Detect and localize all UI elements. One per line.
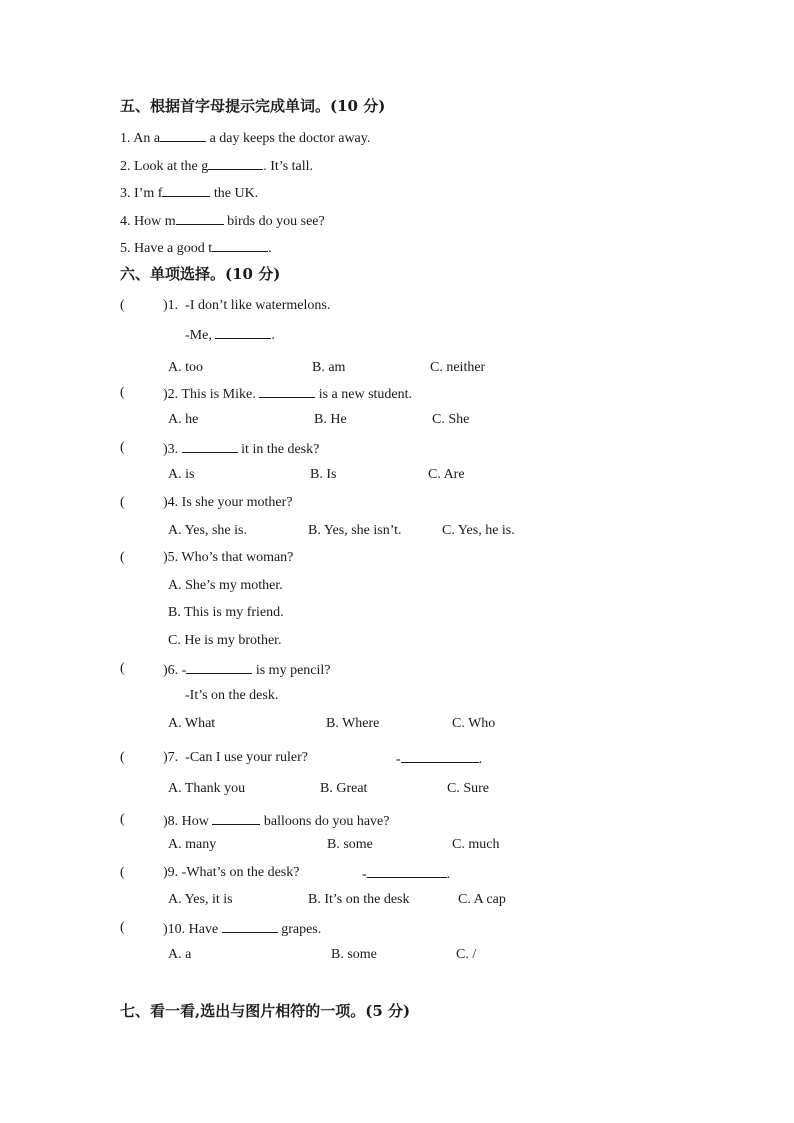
item-text-after: . — [268, 241, 272, 256]
answer-blank[interactable] — [160, 128, 206, 142]
answer-blank[interactable] — [259, 384, 315, 398]
q9-reply — [362, 864, 450, 884]
item-text-before: Have a good t — [134, 241, 213, 256]
item-text-after: birds do you see? — [227, 214, 325, 229]
item-text-after: . It’s tall. — [263, 159, 314, 174]
section7-title: 七、看一看,选出与图片相符的一项。(5 分) — [120, 1002, 411, 1020]
question-text: -What’s on the desk? — [181, 865, 300, 880]
dash: - — [396, 752, 401, 767]
q5-option-a[interactable]: A. She’s my mother. — [168, 578, 283, 593]
q7-option-c[interactable]: C. Sure — [447, 781, 489, 796]
item-text-after: a day keeps the doctor away. — [209, 131, 371, 146]
answer-blank[interactable] — [208, 156, 263, 170]
answer-blank[interactable] — [186, 660, 252, 674]
question-number: )4. — [163, 495, 179, 510]
q5-option-b[interactable]: B. This is my friend. — [168, 605, 284, 620]
s5-item-2 — [120, 156, 313, 176]
question-text: Who’s that woman? — [181, 550, 294, 565]
s5-item-4 — [120, 211, 325, 231]
q1-reply — [185, 325, 275, 345]
q1-stem — [163, 297, 330, 315]
question-text-before: Have — [188, 922, 219, 937]
item-number: 2. — [120, 159, 131, 174]
q6-stem — [163, 660, 331, 680]
q2-option-b[interactable]: B. He — [314, 412, 347, 427]
item-text-before: I’m f — [134, 186, 163, 201]
q3-option-a[interactable]: A. is — [168, 467, 195, 482]
question-text-before: This is Mike. — [181, 387, 256, 402]
q4-option-c[interactable]: C. Yes, he is. — [442, 523, 515, 538]
q5-stem — [163, 549, 293, 567]
item-text-before: Look at the g — [134, 159, 209, 174]
s5-item-3 — [120, 183, 258, 203]
item-text-after: the UK. — [213, 186, 259, 201]
question-number: )7. — [163, 750, 179, 765]
q10-option-b[interactable]: B. some — [331, 947, 377, 962]
q3-option-c[interactable]: C. Are — [428, 467, 465, 482]
question-text-after: is a new student. — [318, 387, 413, 402]
question-number: )3. — [163, 442, 179, 457]
q4-option-b[interactable]: B. Yes, she isn’t. — [308, 523, 402, 538]
q2-stem — [163, 384, 412, 404]
question-text-after: it in the desk? — [241, 442, 320, 457]
q1-option-b[interactable]: B. am — [312, 360, 346, 375]
answer-blank[interactable] — [176, 211, 224, 225]
q4-option-a[interactable]: A. Yes, she is. — [168, 523, 247, 538]
question-number: )9. — [163, 865, 179, 880]
answer-blank[interactable] — [182, 439, 238, 453]
answer-blank[interactable] — [222, 919, 278, 933]
q10-stem — [163, 919, 321, 939]
q8-stem — [163, 811, 390, 831]
question-number: )8. — [163, 814, 179, 829]
question-number: )2. — [163, 387, 179, 402]
answer-paren[interactable]: ( — [120, 550, 125, 565]
q2-option-a[interactable]: A. he — [168, 412, 199, 427]
reply-end: . — [446, 867, 451, 882]
q10-option-a[interactable]: A. a — [168, 947, 192, 962]
answer-paren[interactable]: ( — [120, 440, 125, 455]
q9-option-a[interactable]: A. Yes, it is — [168, 892, 233, 907]
section5-title: 五、根据首字母提示完成单词。(10 分) — [120, 97, 386, 115]
answer-blank[interactable] — [367, 864, 447, 878]
question-number: )10. — [163, 922, 186, 937]
q6-option-b[interactable]: B. Where — [326, 716, 380, 731]
s5-item-1 — [120, 128, 370, 148]
item-number: 1. — [120, 131, 131, 146]
s5-item-5 — [120, 238, 272, 258]
answer-paren[interactable]: ( — [120, 385, 125, 400]
q6-reply: -It’s on the desk. — [185, 688, 279, 703]
q1-option-c[interactable]: C. neither — [430, 360, 486, 375]
q6-option-c[interactable]: C. Who — [452, 716, 496, 731]
item-text-before: How m — [134, 214, 176, 229]
reply-text: -Me, — [185, 328, 212, 343]
q4-stem — [163, 494, 292, 512]
q7-option-b[interactable]: B. Great — [320, 781, 368, 796]
q1-option-a[interactable]: A. too — [168, 360, 203, 375]
dash: - — [181, 663, 187, 678]
q5-option-c[interactable]: C. He is my brother. — [168, 633, 282, 648]
question-text: -I don’t like watermelons. — [185, 298, 331, 313]
question-number: )1. — [163, 298, 179, 313]
q7-stem — [163, 749, 308, 767]
question-number: )6. — [163, 663, 179, 678]
q3-stem — [163, 439, 319, 459]
question-text: -Can I use your ruler? — [185, 750, 309, 765]
answer-blank[interactable] — [401, 749, 479, 763]
q8-option-c[interactable]: C. much — [452, 837, 500, 852]
item-text-before: An a — [133, 131, 161, 146]
q7-option-a[interactable]: A. Thank you — [168, 781, 246, 796]
q9-stem — [163, 864, 299, 882]
answer-blank[interactable] — [212, 238, 268, 252]
answer-blank[interactable] — [162, 183, 210, 197]
section6-title: 六、单项选择。(10 分) — [120, 265, 281, 283]
q3-option-b[interactable]: B. Is — [310, 467, 337, 482]
question-number: )5. — [163, 550, 179, 565]
q2-option-c[interactable]: C. She — [432, 412, 470, 427]
answer-paren[interactable]: ( — [120, 298, 125, 313]
item-number: 3. — [120, 186, 131, 201]
q7-reply — [396, 749, 482, 769]
answer-blank[interactable] — [212, 811, 260, 825]
answer-paren[interactable]: ( — [120, 865, 125, 880]
q10-option-c[interactable]: C. / — [456, 947, 477, 962]
answer-paren[interactable]: ( — [120, 812, 125, 827]
question-text-after: is my pencil? — [255, 663, 331, 678]
answer-paren[interactable]: ( — [120, 495, 125, 510]
answer-paren[interactable]: ( — [120, 661, 125, 676]
dash: - — [362, 867, 367, 882]
q9-option-b[interactable]: B. It’s on the desk — [308, 892, 410, 907]
item-number: 5. — [120, 241, 131, 256]
question-text-after: balloons do you have? — [263, 814, 390, 829]
q8-option-b[interactable]: B. some — [327, 837, 373, 852]
q6-option-a[interactable]: A. What — [168, 716, 216, 731]
q9-option-c[interactable]: C. A cap — [458, 892, 506, 907]
question-text-after: grapes. — [281, 922, 322, 937]
reply-end: . — [271, 328, 275, 343]
q8-option-a[interactable]: A. many — [168, 837, 217, 852]
answer-paren[interactable]: ( — [120, 750, 125, 765]
answer-paren[interactable]: ( — [120, 920, 125, 935]
answer-blank[interactable] — [215, 325, 271, 339]
reply-end: . — [478, 752, 483, 767]
question-text: Is she your mother? — [181, 495, 293, 510]
question-text-before: How — [181, 814, 209, 829]
item-number: 4. — [120, 214, 131, 229]
